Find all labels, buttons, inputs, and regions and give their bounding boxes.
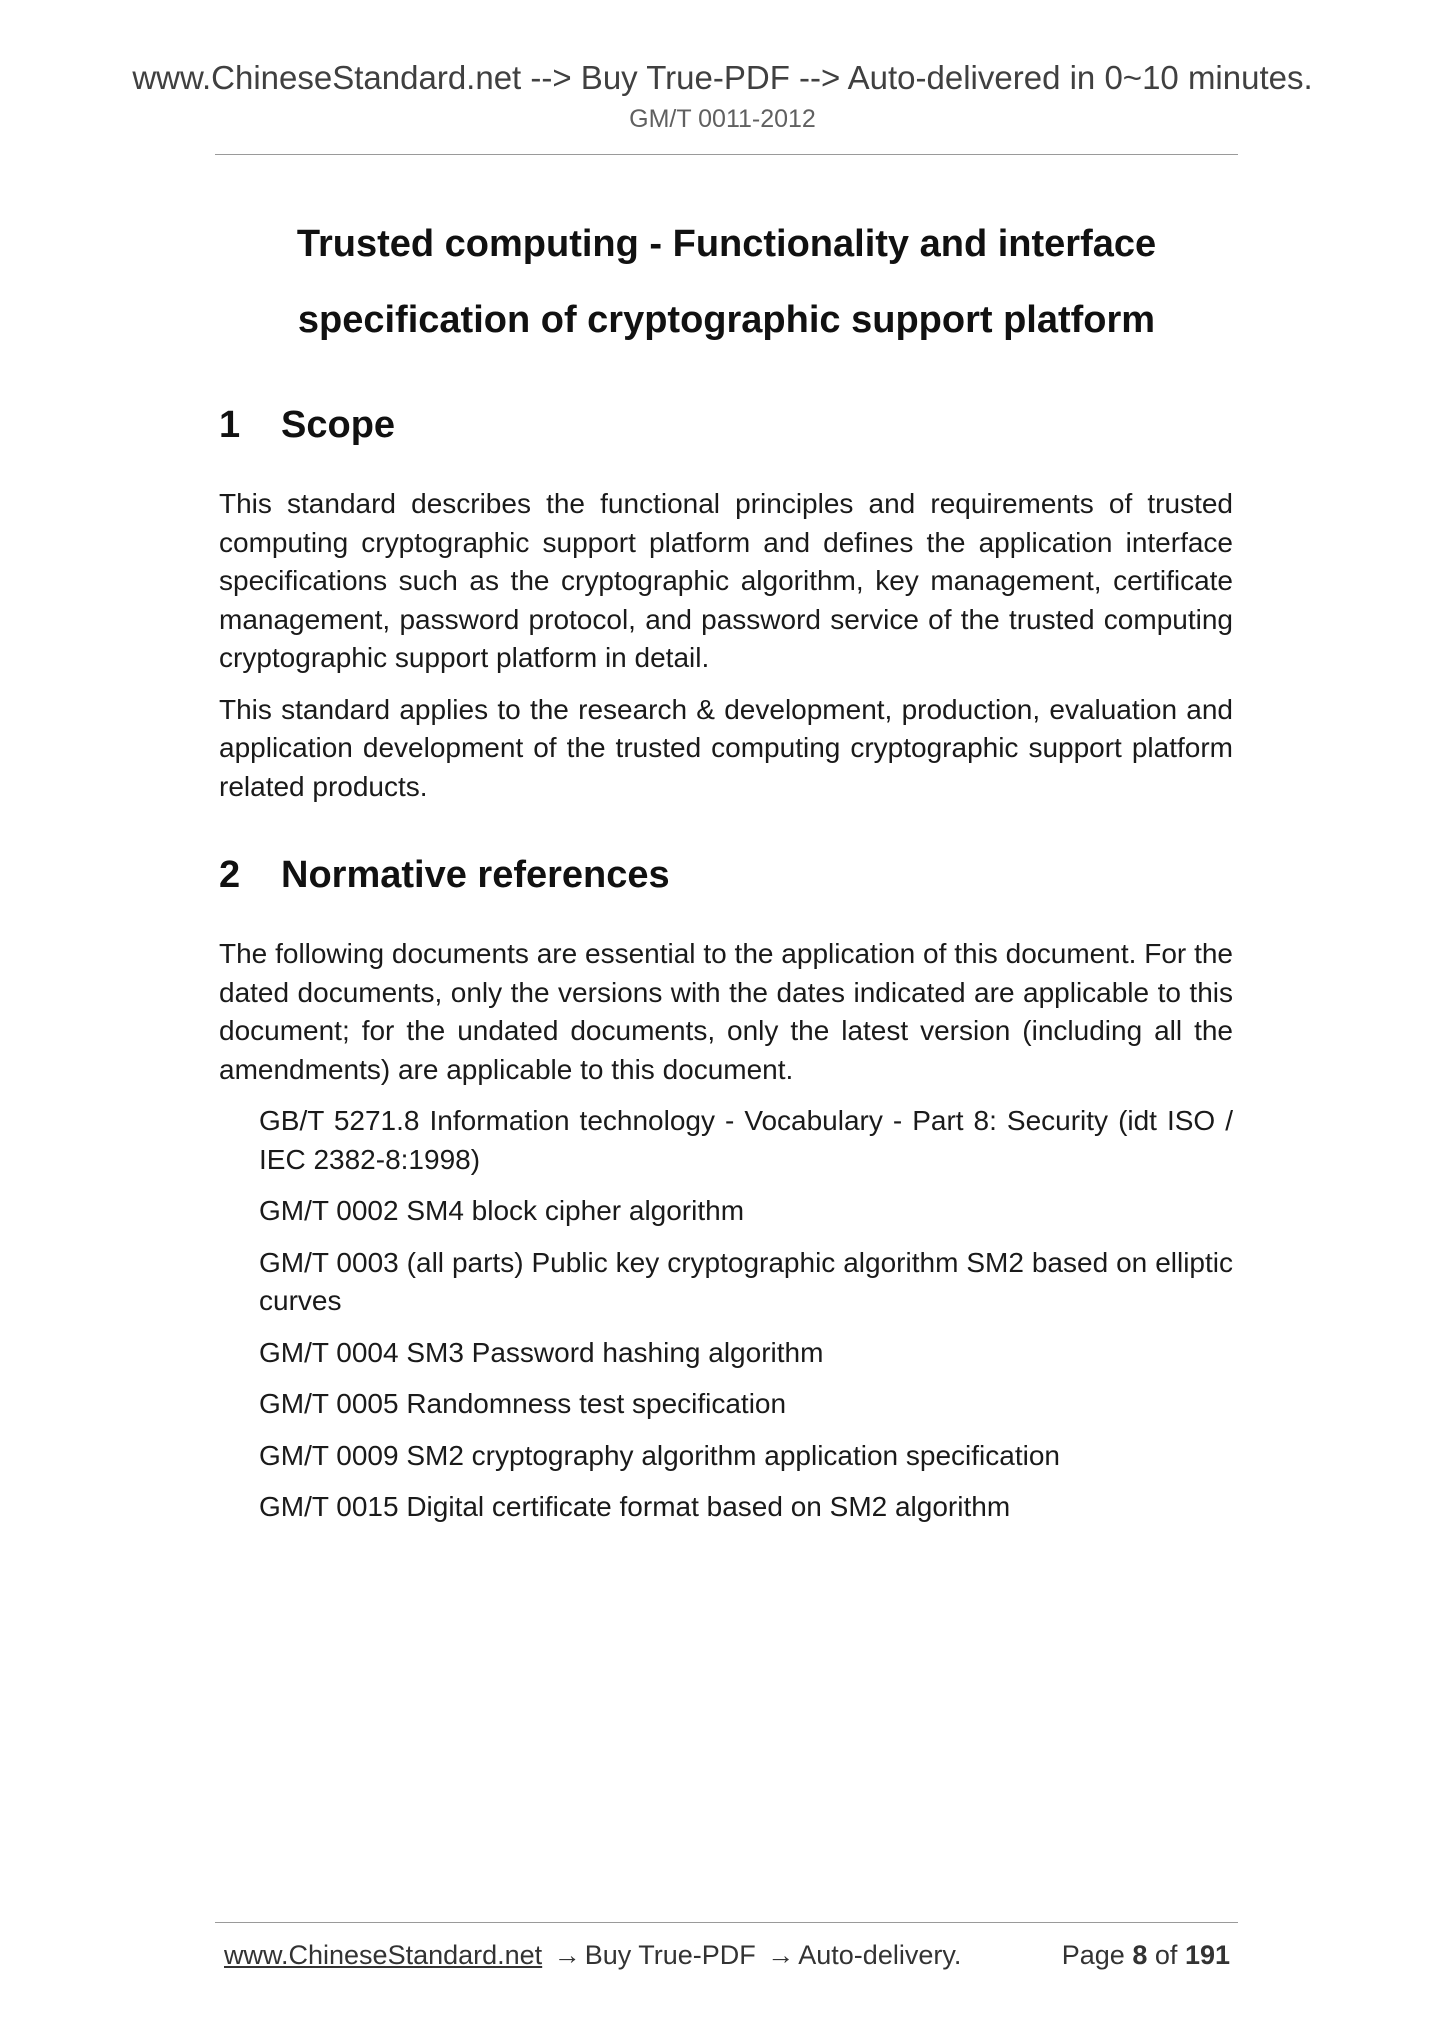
reference-item: GM/T 0015 Digital certificate format based on SM2 algorithm	[259, 1491, 1011, 1522]
arrow-right-icon: →	[553, 1940, 581, 1970]
scope-paragraph-2: This standard applies to the research & development, production, evaluation and application development of the trusted computing cryptographic support platform related products.	[219, 693, 1233, 802]
page-total: 191	[1184, 1940, 1230, 1970]
reference-item: GM/T 0009 SM2 cryptography algorithm application specification	[259, 1439, 1060, 1471]
scope-paragraph-1: This standard describes the functional principles and requirements of trusted computing cryptographic support platform and defines the application interface specifications such as the cryptographic algorithm, key management, certificate management, password protocol, and password service of the trusted computing cryptographic support platform in detail.	[219, 488, 1233, 673]
page-indicator	[1062, 1938, 1230, 1972]
normative-references-intro: The following documents are essential to the application of this document. For the dated documents, only the versions with the dates indicated are applicable to this document; for the undated documents, only the latest version (including all the amendments) are applicable to this document.	[219, 938, 1233, 1085]
reference-item: GM/T 0005 Randomness test specification	[259, 1388, 787, 1419]
header-divider	[215, 154, 1238, 155]
footer-divider	[215, 1922, 1238, 1923]
section-number: 2	[219, 854, 241, 896]
reference-item: GM/T 0004 SM3 Password hashing algorithm	[259, 1336, 824, 1368]
footer-delivery-text: Auto-delivery.	[798, 1940, 962, 1970]
footer-promo	[224, 1938, 961, 1972]
document-title-line-1: Trusted computing - Functionality and interface	[296, 223, 1157, 265]
document-body	[219, 402, 1233, 1527]
footer-buy-text: Buy True-PDF	[584, 1940, 756, 1970]
reference-item: GM/T 0003 (all parts) Public key cryptographic algorithm SM2 based on elliptic curves	[259, 1246, 1233, 1316]
section-heading-normative-references	[219, 852, 1233, 898]
document-code: GM/T 0011-2012	[629, 105, 816, 133]
page-prefix: Page	[1061, 1940, 1125, 1970]
page-current: 8	[1132, 1940, 1148, 1970]
section-title: Scope	[281, 404, 396, 446]
page-of: of	[1154, 1940, 1178, 1970]
arrow-right-icon: →	[767, 1940, 795, 1970]
top-banner: www.ChineseStandard.net --> Buy True-PDF --> Auto-delivered in 0~10 minutes.	[132, 59, 1313, 96]
reference-item: GM/T 0002 SM4 block cipher algorithm	[259, 1195, 745, 1226]
section-number: 1	[219, 404, 241, 446]
footer-site-link[interactable]: www.ChineseStandard.net	[224, 1940, 543, 1970]
document-title	[215, 206, 1238, 358]
section-heading-scope	[219, 402, 1233, 448]
document-title-line-2: specification of cryptographic support platform	[297, 299, 1156, 341]
reference-item: GB/T 5271.8 Information technology - Vocabulary - Part 8: Security (idt ISO / IEC 2382-8:1998)	[259, 1105, 1233, 1175]
section-title: Normative references	[281, 854, 670, 896]
